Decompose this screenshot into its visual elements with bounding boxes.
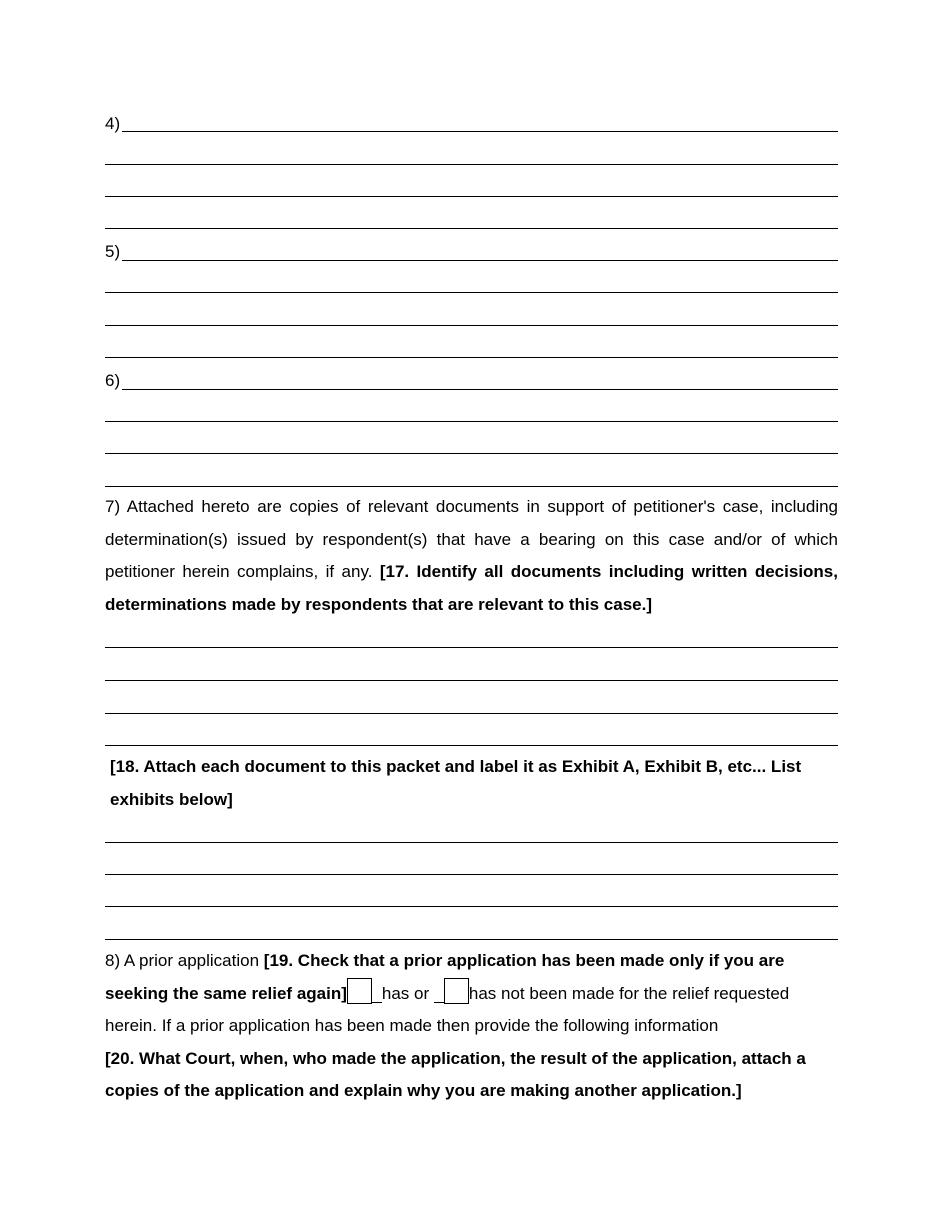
item-5-label: 5) [105,242,121,261]
instruction-20: [20. What Court, when, who made the application, the result of the application, attach a copies of the application and explain why you are making another application.] [105,1048,806,1100]
exhibits-line-4[interactable] [105,939,838,940]
checkbox-underline [372,986,382,1003]
item-6-line-4[interactable] [105,486,838,487]
paragraph-8-lead: 8) A prior application [105,951,260,970]
instruction-17: [17. Identify all documents including written decisions, determinations made by respondents that are relevant to this case.] [105,562,838,614]
documents-line-3[interactable] [105,713,838,714]
checkbox-underline [434,986,444,1003]
item-4-line-3[interactable] [105,196,838,197]
paragraph-7-text: 7) Attached hereto are copies of relevant documents in support of petitioner's case, including determination(s) issued by respondent(s) that have a bearing on this case and/or of which petitioner herein complains, if any. [105,497,838,581]
item-6-line-2[interactable] [105,421,838,422]
paragraph-8 [105,945,838,1108]
has-label: has or [381,983,430,1003]
item-5-line-3[interactable] [105,325,838,326]
instruction-18-text: [18. Attach each document to this packet and label it as Exhibit A, Exhibit B, etc... List exhibits below] [110,757,802,809]
exhibits-line-1[interactable] [105,842,838,843]
documents-line-1[interactable] [105,647,838,648]
item-6-label: 6) [105,371,121,390]
item-4-line-4[interactable] [105,228,838,229]
item-5-line-4[interactable] [105,357,838,358]
item-6-line-1[interactable] [122,389,838,390]
item-4-line-2[interactable] [105,164,838,165]
item-4-line-1[interactable] [122,131,838,132]
exhibits-line-3[interactable] [105,906,838,907]
paragraph-7 [105,491,838,621]
documents-line-2[interactable] [105,680,838,681]
documents-line-4[interactable] [105,745,838,746]
item-4-label: 4) [105,114,121,133]
item-6-line-3[interactable] [105,453,838,454]
exhibits-line-2[interactable] [105,874,838,875]
has-made-checkbox[interactable] [347,978,372,1004]
instruction-19: [19. Check that a prior application has been made only if you are seeking the same relief again] [105,951,785,1003]
item-5-line-2[interactable] [105,292,838,293]
has-not-made-checkbox[interactable] [444,978,469,1004]
item-5-line-1[interactable] [122,260,838,261]
instruction-18 [110,751,838,816]
has-not-label: has not been made for the relief requested herein. If a prior application has been made then provide the following information [105,983,790,1035]
